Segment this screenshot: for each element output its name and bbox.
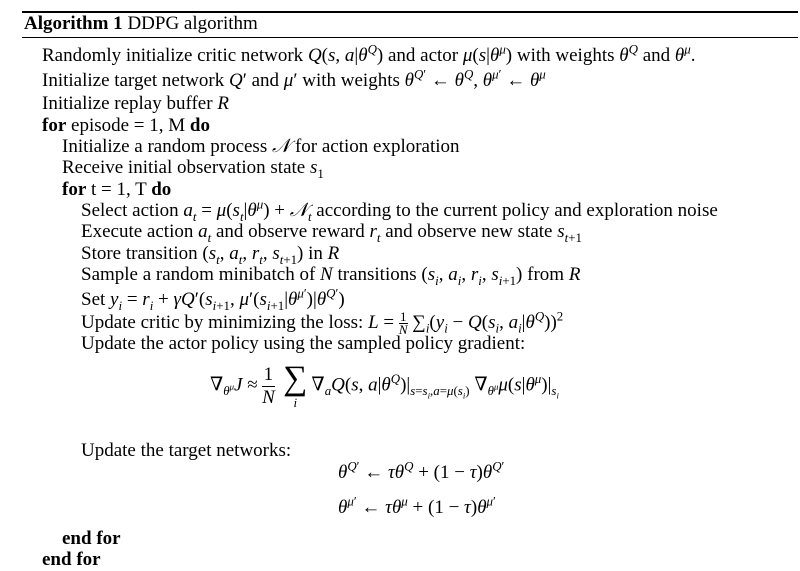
keyword-for: for <box>62 179 87 200</box>
step-text: and observe reward <box>211 221 370 242</box>
step-initial-state: Receive initial observation state $s_1$ <box>62 157 324 181</box>
step-text: Randomly initialize critic network <box>42 45 308 66</box>
step-random-process: Initialize a random process 𝒩 for action exploration <box>62 136 460 157</box>
step-update-critic: Update critic by minimizing the loss: L = $\frac{1}{N}$ $\sum_i(y_i - Q(s_i$, $a_i|\theta^Q))^2$ <box>81 308 564 337</box>
step-text: from <box>522 264 569 285</box>
step-text: and actor <box>383 45 463 66</box>
step-text: Receive initial observation state <box>62 157 310 178</box>
step-text: Update critic by minimizing the loss: <box>81 311 369 333</box>
outer-loop <box>42 115 210 137</box>
end-inner-loop: end for <box>62 528 121 549</box>
keyword-do: do <box>151 179 172 200</box>
step-text: Update the actor policy using the sampled policy gradient: <box>81 333 526 354</box>
step-text: transitions <box>332 264 422 285</box>
algorithm-title <box>24 13 258 35</box>
inner-loop <box>62 179 171 201</box>
step-text: for action exploration <box>290 136 460 157</box>
step-text: according to the current policy and exploration noise <box>311 200 718 221</box>
algorithm-name: DDPG algorithm <box>127 13 258 34</box>
summation: ∑ i <box>283 360 308 410</box>
step-text: with weights <box>297 70 405 91</box>
step-text: Initialize target network <box>42 70 229 91</box>
loop-range: episode = 1, M <box>71 115 186 136</box>
step-text: Sample a random minibatch of <box>81 264 321 285</box>
fraction: $\frac{1}{N}$ <box>262 363 275 408</box>
step-text: Initialize replay buffer <box>42 93 218 114</box>
title-rule <box>22 37 798 38</box>
step-set-target: Set $y_i = r_i + \gamma Q'(s_{i+1}$, $\mu'(s_{i+1}|\theta^{\mu'})|\theta^{Q'}$) <box>81 285 345 313</box>
step-text: and observe new state <box>380 221 558 242</box>
step-update-targets <box>81 440 291 462</box>
step-update-actor <box>81 333 525 355</box>
step-text: Execute action <box>81 221 199 242</box>
step-execute-action: Execute action $a_t$ and observe reward $r_t$ and observe new state $s_{t+1}$ <box>81 221 582 245</box>
step-store-transition: Store transition ($s_t$, $a_t$, $r_t$, $s_{t+1}$) in R <box>81 243 340 267</box>
step-text: Select action <box>81 200 184 221</box>
step-text: Update the target networks: <box>81 440 292 461</box>
step-text: and <box>246 70 284 91</box>
step-init-targets: Initialize target network Q′ and μ′ with weights $\theta^{Q'}$ ← $\theta^Q$, $\theta^{\mu'}$ ← $\theta^\mu$ <box>42 66 546 91</box>
step-text: in <box>303 243 328 264</box>
keyword-for: for <box>42 115 67 136</box>
step-text: Initialize a random process <box>62 136 272 157</box>
policy-gradient-equation: $\nabla_{\theta^\mu}J$ ≈ $\frac{1}{N}$ ∑ i $\nabla_aQ(s$, $a|\theta^Q)|_{s=s_i,a=\mu(s_i)}$ $\nabla_{\theta^\mu}\mu(s|\theta^\mu)|_{s_i}$ <box>210 360 559 410</box>
step-text: with weights <box>512 45 620 66</box>
step-text: Set <box>81 289 111 310</box>
step-sample-minibatch: Sample a random minibatch of N transitions ($s_i$, $a_i$, $r_i$, $s_{i+1}$) from R <box>81 264 581 288</box>
keyword-do: do <box>189 115 210 136</box>
fraction: $\frac{1}{N}$ <box>398 309 408 337</box>
target-update-critic-equation: $\theta^{Q'}$ ← $\tau\theta^Q + (1 - \tau)\theta^{Q'}$ <box>338 458 505 483</box>
step-init-networks: Randomly initialize critic network Q(s, $a|\theta^Q$) and actor $\mu(s|\theta^\mu)$ with weights $\theta^Q$ and $\theta^\mu$. <box>42 41 696 66</box>
end-outer-loop: end for <box>42 549 101 570</box>
step-text: Store transition <box>81 243 203 264</box>
step-text: and <box>637 45 675 66</box>
step-select-action: Select action $a_t = \mu(s_t|\theta^\mu)$ + 𝒩$_t$ according to the current policy and exploration noise <box>81 196 718 224</box>
loop-range: t = 1, T <box>91 179 147 200</box>
target-update-actor-equation: $\theta^{\mu'}$ ← $\tau\theta^\mu + (1 - \tau)\theta^{\mu'}$ <box>338 493 496 518</box>
step-init-buffer: Initialize replay buffer R <box>42 93 229 114</box>
algorithm-label: Algorithm 1 <box>24 13 123 34</box>
